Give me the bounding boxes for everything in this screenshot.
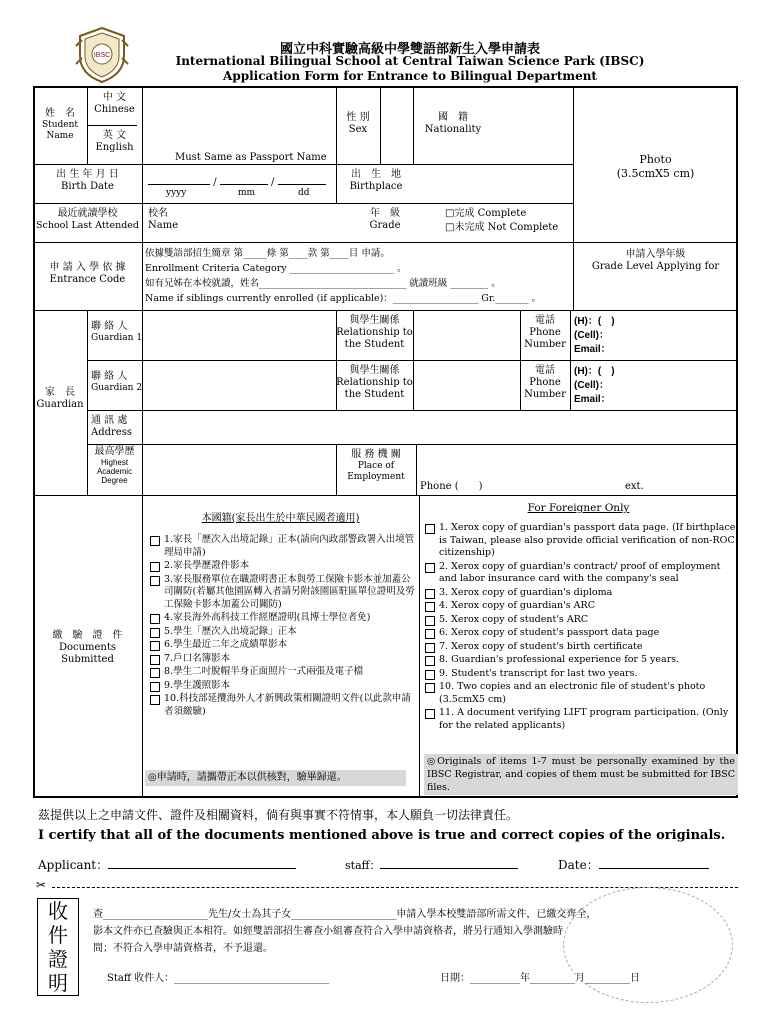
foreign-checkbox-8[interactable] <box>425 656 435 666</box>
native-text-7: 7.戶口名簿影本 <box>164 652 231 664</box>
foreign-checkbox-11[interactable] <box>425 709 435 719</box>
foreign-checkbox-9[interactable] <box>425 670 435 680</box>
foreign-item-2[interactable] <box>425 561 737 586</box>
foreign-checkbox-10[interactable] <box>425 683 435 693</box>
seal-outline <box>563 887 733 1003</box>
native-item-4[interactable] <box>150 612 416 625</box>
certify-en: I certify that all of the documents mentioned above is true and correct copies of the originals. <box>38 828 726 843</box>
foreign-text-9: 9. Student's transcript for last two years. <box>439 667 638 679</box>
grade-applying-label: 申請入學年級 Grade Level Applying for <box>591 249 720 272</box>
foreign-note: ◎Originals of items 1-7 must be personally examined by the IBSC Registrar, and copies of them must be submitted for IBSC files. <box>424 754 738 795</box>
degree-label: 最高學歷 Highest Academic Degree <box>94 446 135 485</box>
foreign-text-1: 1. Xerox copy of guardian's passport data page. (If birthplace is Taiwan, please also provide official verification of non-ROC citizenship) <box>439 522 736 558</box>
native-item-2[interactable] <box>150 560 416 573</box>
entrance-code-label: 申 請 入 學 依 據 Entrance Code <box>49 262 126 285</box>
guardian-1-contact[interactable]: (H)：( ) (Cell)： Email： <box>574 316 615 355</box>
documents-label: 繳 驗 證 件 Documents Submitted <box>52 630 123 665</box>
foreign-text-10: 10. Two copies and an electronic file of student's photo (3.5cmX5 cm) <box>439 681 706 705</box>
native-checkbox-7[interactable] <box>150 655 160 665</box>
receipt-date[interactable]: 日期：__________年_________月_________日 <box>440 973 640 984</box>
receipt-staff[interactable]: Staff 收件人：_______________________________ <box>107 973 330 984</box>
native-text-3: 3.家長服務單位在職證明書正本與勞工保險卡影本並加蓋公司關防(若屬其他園區轉入者請另附該園區駐區單位證明及勞工保險卡影本加蓋公司關防) <box>164 573 415 610</box>
foreign-text-7: 7. Xerox copy of student's birth certificate <box>439 640 643 652</box>
foreign-item-8[interactable] <box>425 654 737 667</box>
foreign-checkbox-2[interactable] <box>425 563 435 573</box>
receipt-box: 收 件 證 明 <box>37 898 79 996</box>
guardian-2-label: 聯 絡 人 Guardian 2 <box>91 371 143 393</box>
native-item-9[interactable] <box>150 680 416 693</box>
not-complete-checkbox[interactable]: □未完成 Not Complete <box>445 222 559 233</box>
sex-label: 性 別 Sex <box>346 112 370 135</box>
foreign-text-5: 5. Xerox copy of student's ARC <box>439 613 589 625</box>
native-checkbox-8[interactable] <box>150 668 160 678</box>
native-docs-list <box>150 534 416 719</box>
native-text-8: 8.學生二吋脫帽半身正面照片一式兩張及電子檔 <box>164 666 364 677</box>
native-item-10[interactable] <box>150 693 416 718</box>
foreign-item-5[interactable] <box>425 614 737 627</box>
guardian-label: 家 長 Guardian <box>36 387 84 410</box>
native-checkbox-2[interactable] <box>150 562 160 572</box>
foreign-text-2: 2. Xerox copy of guardian's contract/ proof of employment and labor insurance card with the company's seal <box>439 560 721 584</box>
native-checkbox-3[interactable] <box>150 576 160 586</box>
native-text-9: 9.學生護照影本 <box>164 679 231 691</box>
chinese-label: 中 文 Chinese <box>94 92 135 115</box>
native-checkbox-10[interactable] <box>150 695 160 705</box>
staff-signature[interactable]: staff： <box>345 856 518 873</box>
svg-text:IBSC: IBSC <box>93 52 111 59</box>
native-item-3[interactable] <box>150 574 416 612</box>
native-checkbox-5[interactable] <box>150 628 160 638</box>
native-item-6[interactable] <box>150 639 416 652</box>
relationship-1-label: 與學生關係 Relationship to the Student <box>336 315 413 350</box>
student-name-label: 姓 名 Student Name <box>41 108 79 141</box>
grade-label: 年 級 Grade <box>369 208 401 231</box>
receipt-text: 查_____________________先生/女士為其子女_____________________申請入學本校雙語部所需文件，已繳交齊全， 影本文件亦已查驗與正本相符。如經雙語部招生審查小組審查符合入學申請資格者，將另行通知入學測驗時 間；不符合入學申請資格者，不予退還。 <box>93 909 597 954</box>
birth-date-label: 出 生 年 月 日 Birth Date <box>56 169 119 192</box>
applicant-signature[interactable]: Applicant： <box>38 856 296 873</box>
native-checkbox-4[interactable] <box>150 614 160 624</box>
foreign-checkbox-1[interactable] <box>425 524 435 534</box>
employment-ext[interactable]: ext. <box>625 481 644 492</box>
birth-date-field[interactable]: / / yyyy mm dd <box>148 172 333 200</box>
foreign-item-6[interactable] <box>425 627 737 640</box>
native-text-10: 10.科技部延攬海外人才新興政策相關證明文件(以此款申請者須繳驗) <box>164 693 411 717</box>
native-checkbox-9[interactable] <box>150 682 160 692</box>
school-name-label: 校名 Name <box>148 208 179 231</box>
foreign-text-4: 4. Xerox copy of guardian's ARC <box>439 600 595 611</box>
foreign-text-3: 3. Xerox copy of guardian's diploma <box>439 586 613 598</box>
native-item-8[interactable] <box>150 666 416 679</box>
foreign-item-7[interactable] <box>425 641 737 654</box>
phone-2-label: 電話 Phone Number <box>524 365 566 400</box>
title-zh: 國立中科實驗高級中學雙語部新生入學申請表 <box>279 42 540 57</box>
foreign-item-1[interactable] <box>425 522 737 560</box>
native-text-5: 5.學生「歷次入出境記錄」正本 <box>164 625 297 637</box>
nationality-label: 國 籍 Nationality <box>424 112 482 135</box>
native-checkbox-6[interactable] <box>150 641 160 651</box>
foreign-text-11: 11. A document verifying LIFT program participation. (Only for the related applicants) <box>439 707 729 731</box>
passport-note: Must Same as Passport Name <box>175 152 327 163</box>
guardian-1-label: 聯 絡 人 Guardian 1 <box>91 321 143 343</box>
address-label: 通 訊 處 Address <box>91 415 132 438</box>
employment-phone[interactable]: Phone ( ) <box>420 481 483 492</box>
foreign-item-9[interactable] <box>425 668 737 681</box>
english-label: 英 文 English <box>95 130 134 153</box>
school-label: 最近就讀學校 School Last Attended <box>36 208 139 231</box>
foreign-title: For Foreigner Only <box>527 502 630 514</box>
foreign-text-8: 8. Guardian's professional experience for 5 years. <box>439 654 680 665</box>
native-item-7[interactable] <box>150 653 416 666</box>
foreign-checkbox-6[interactable] <box>425 629 435 639</box>
foreign-item-11[interactable] <box>425 707 737 732</box>
native-checkbox-1[interactable] <box>150 536 160 546</box>
foreign-checkbox-7[interactable] <box>425 643 435 653</box>
foreign-item-3[interactable] <box>425 587 737 600</box>
employment-label: 服 務 機 關 Place of Employment <box>347 449 405 482</box>
native-note: ◎申請時，請攜帶正本以供核對，驗畢歸還。 <box>145 770 406 786</box>
date-field[interactable]: Date： <box>558 856 709 873</box>
native-title: 本國籍(家長出生於中華民國者適用) <box>201 513 360 524</box>
native-text-6: 6.學生最近二年之成績單影本 <box>164 639 288 650</box>
foreign-docs-list <box>425 522 737 733</box>
foreign-item-10[interactable] <box>425 681 737 706</box>
entrance-criteria[interactable]: 依據雙語部招生簡章 第_____條 第____款 第____目 申請。 Enrollment Criteria Category ______________________ 。 如有兄姊在本校就讀，姓名_______________________________ 就讀班級 ________ 。 Name if siblings currently enrolled (if applicable)：__________________ Gr._______ 。 <box>145 248 542 304</box>
relationship-2-label: 與學生關係 Relationship to the Student <box>336 365 413 400</box>
title-en-2: Application Form for Entrance to Bilingual Department <box>223 69 597 83</box>
photo-box[interactable]: Photo (3.5cmX5 cm) <box>616 153 695 180</box>
scissors-icon: ✂ <box>36 878 47 892</box>
foreign-checkbox-5[interactable] <box>425 616 435 626</box>
foreign-checkbox-4[interactable] <box>425 602 435 612</box>
certify-zh: 茲提供以上之申請文件、證件及相關資料，倘有與事實不符情事，本人願負一切法律責任。 <box>38 808 519 822</box>
guardian-2-contact[interactable]: (H)：( ) (Cell)： Email： <box>574 366 615 405</box>
foreign-checkbox-3[interactable] <box>425 589 435 599</box>
foreign-item-4[interactable] <box>425 600 737 613</box>
native-item-1[interactable] <box>150 534 416 559</box>
native-text-2: 2.家長學歷證件影本 <box>164 560 250 571</box>
foreign-text-6: 6. Xerox copy of student's passport data page <box>439 627 660 638</box>
native-item-5[interactable] <box>150 626 416 639</box>
title-en-1: International Bilingual School at Central Taiwan Science Park (IBSC) <box>175 54 645 68</box>
native-text-4: 4.家長海外高科技工作經歷證明(具博士學位者免) <box>164 612 371 623</box>
phone-1-label: 電話 Phone Number <box>524 315 566 350</box>
native-text-1: 1.家長「歷次入出境記錄」正本(請向內政部警政署入出境管理局申請) <box>164 534 415 558</box>
birthplace-label: 出 生 地 Birthplace <box>349 169 403 192</box>
complete-checkbox[interactable]: □完成 Complete <box>445 208 527 219</box>
